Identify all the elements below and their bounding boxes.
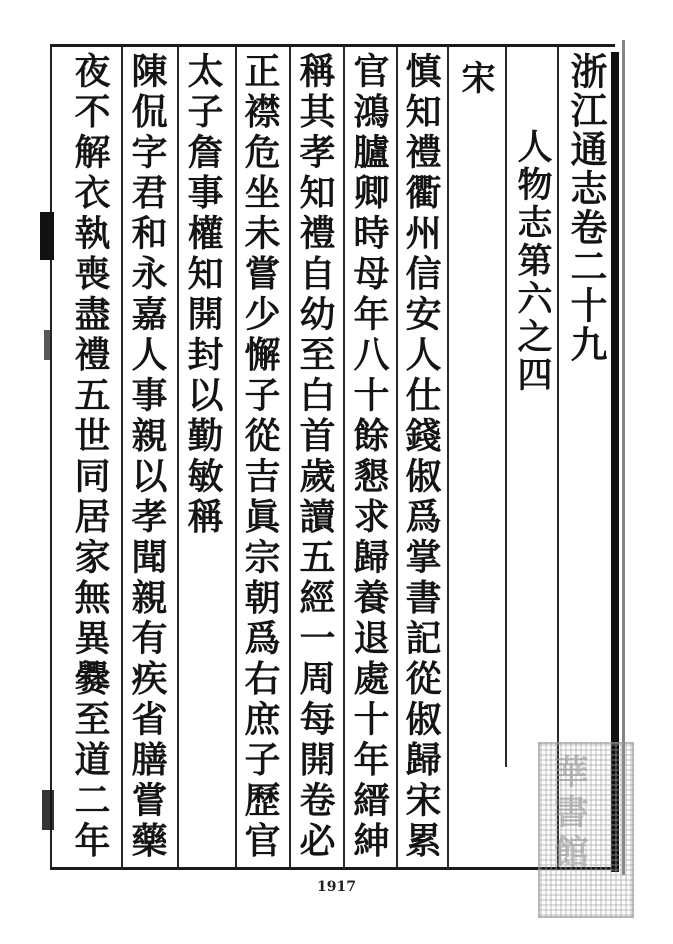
column-rule [396,47,398,867]
scan-smudge [44,330,50,360]
seal-text: 華書館 [548,754,588,874]
text-column: 稱其孝知禮自幼至白首歲讀五經一周每開卷必 [294,52,336,862]
column-rule [343,47,345,867]
column-rule [289,47,291,867]
section-heading: 人物志第六之四 [512,128,553,394]
text-column: 陳侃字君和永嘉人事親以孝聞親有疾省膳嘗藥 [126,52,168,862]
text-column: 太子詹事權知開封以勤敏稱 [182,52,224,538]
text-column: 官鴻臚卿時母年八十餘懇求歸養退處十年縉紳 [348,52,390,862]
text-column: 正襟危坐未嘗少懈子從吉眞宗朝爲右庶子歷官 [239,52,281,862]
dynasty-marker: 宋 [455,60,495,99]
text-column: 夜不解衣執喪盡禮五世同居家無異爨至道二年 [69,52,111,862]
text-column: 慎知禮衢州信安人仕錢俶爲掌書記從俶歸宋累 [400,52,442,862]
scan-smudge [42,790,54,830]
page-number: 1917 [317,879,356,895]
column-rule [177,47,179,867]
column-rule [121,47,123,867]
volume-title: 浙江通志卷二十九 [564,52,608,364]
scan-smudge [40,212,54,260]
column-rule [505,47,507,767]
column-rule [235,47,237,867]
column-rule [447,47,449,867]
